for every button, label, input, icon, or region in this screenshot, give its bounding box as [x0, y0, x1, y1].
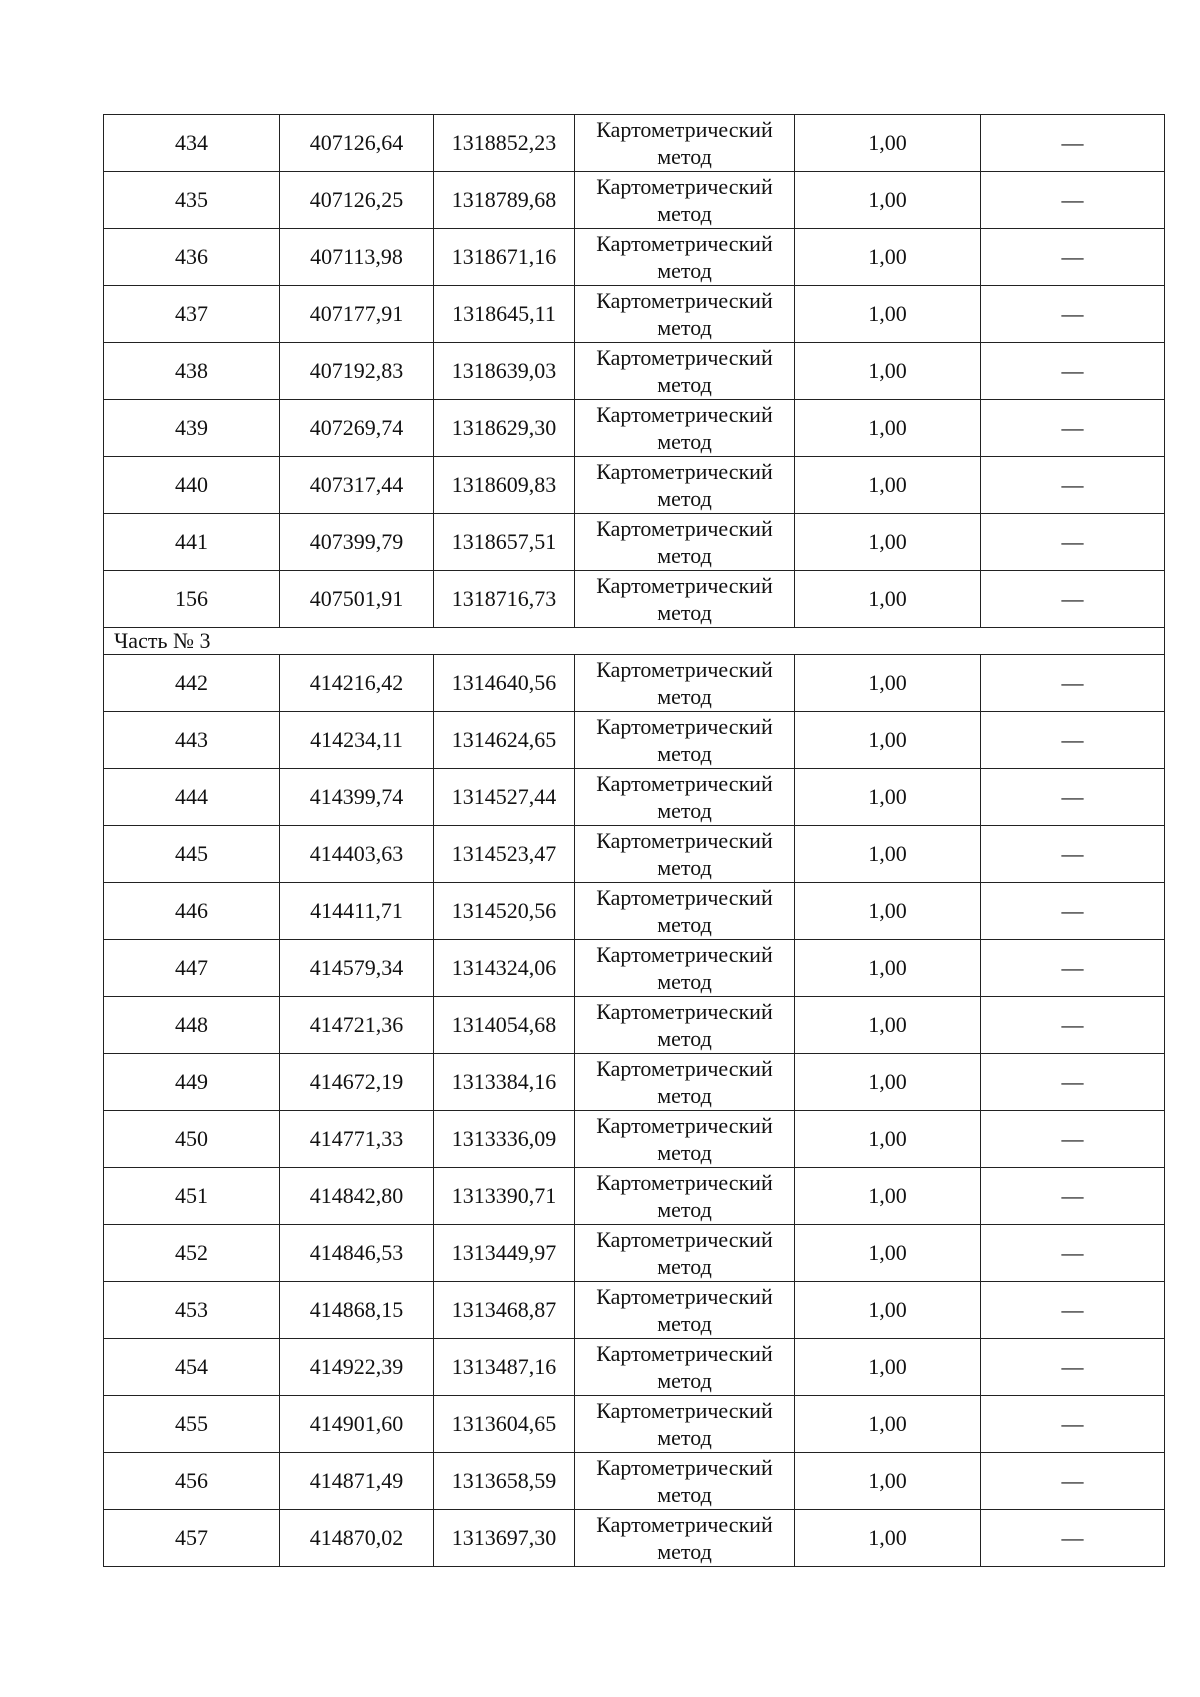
- method-cell: Картометрический метод: [575, 1225, 795, 1282]
- note-cell: —: [981, 571, 1165, 628]
- note-cell: —: [981, 826, 1165, 883]
- y-coordinate-cell: 1313697,30: [434, 1510, 575, 1567]
- x-coordinate-cell: 407126,25: [280, 172, 434, 229]
- table-row: [104, 769, 1165, 826]
- x-coordinate-cell: 414399,74: [280, 769, 434, 826]
- x-coordinate-cell: 414579,34: [280, 940, 434, 997]
- method-cell: Картометрический метод: [575, 1282, 795, 1339]
- y-coordinate-cell: 1314520,56: [434, 883, 575, 940]
- y-coordinate-cell: 1314523,47: [434, 826, 575, 883]
- accuracy-cell: 1,00: [795, 1339, 981, 1396]
- y-coordinate-cell: 1318789,68: [434, 172, 575, 229]
- table-body-part-a: [104, 115, 1165, 628]
- point-number-cell: 448: [104, 997, 280, 1054]
- x-coordinate-cell: 414216,42: [280, 655, 434, 712]
- note-cell: —: [981, 286, 1165, 343]
- y-coordinate-cell: 1314640,56: [434, 655, 575, 712]
- point-number-cell: 436: [104, 229, 280, 286]
- x-coordinate-cell: 414842,80: [280, 1168, 434, 1225]
- x-coordinate-cell: 414846,53: [280, 1225, 434, 1282]
- accuracy-cell: 1,00: [795, 1111, 981, 1168]
- table-row: [104, 286, 1165, 343]
- point-number-cell: 439: [104, 400, 280, 457]
- note-cell: —: [981, 1510, 1165, 1567]
- method-cell: Картометрический метод: [575, 997, 795, 1054]
- point-number-cell: 446: [104, 883, 280, 940]
- method-cell: Картометрический метод: [575, 571, 795, 628]
- table-row: [104, 1168, 1165, 1225]
- note-cell: —: [981, 457, 1165, 514]
- accuracy-cell: 1,00: [795, 940, 981, 997]
- method-cell: Картометрический метод: [575, 655, 795, 712]
- table-row: [104, 826, 1165, 883]
- point-number-cell: 450: [104, 1111, 280, 1168]
- method-cell: Картометрический метод: [575, 343, 795, 400]
- accuracy-cell: 1,00: [795, 172, 981, 229]
- note-cell: —: [981, 1453, 1165, 1510]
- accuracy-cell: 1,00: [795, 400, 981, 457]
- point-number-cell: 454: [104, 1339, 280, 1396]
- table-row: [104, 229, 1165, 286]
- accuracy-cell: 1,00: [795, 1453, 981, 1510]
- note-cell: —: [981, 712, 1165, 769]
- point-number-cell: 156: [104, 571, 280, 628]
- y-coordinate-cell: 1313658,59: [434, 1453, 575, 1510]
- accuracy-cell: 1,00: [795, 1168, 981, 1225]
- x-coordinate-cell: 407269,74: [280, 400, 434, 457]
- accuracy-cell: 1,00: [795, 514, 981, 571]
- section-row-group: [104, 628, 1165, 655]
- x-coordinate-cell: 414871,49: [280, 1453, 434, 1510]
- x-coordinate-cell: 407399,79: [280, 514, 434, 571]
- section-label: Часть № 3: [104, 628, 1165, 655]
- point-number-cell: 452: [104, 1225, 280, 1282]
- table-row: [104, 1225, 1165, 1282]
- note-cell: —: [981, 1339, 1165, 1396]
- y-coordinate-cell: 1313384,16: [434, 1054, 575, 1111]
- section-row: [104, 628, 1165, 655]
- point-number-cell: 444: [104, 769, 280, 826]
- note-cell: —: [981, 1111, 1165, 1168]
- y-coordinate-cell: 1318852,23: [434, 115, 575, 172]
- method-cell: Картометрический метод: [575, 457, 795, 514]
- accuracy-cell: 1,00: [795, 1282, 981, 1339]
- method-cell: Картометрический метод: [575, 229, 795, 286]
- accuracy-cell: 1,00: [795, 655, 981, 712]
- table-row: [104, 343, 1165, 400]
- table-row: [104, 1111, 1165, 1168]
- note-cell: —: [981, 514, 1165, 571]
- accuracy-cell: 1,00: [795, 286, 981, 343]
- method-cell: Картометрический метод: [575, 1054, 795, 1111]
- y-coordinate-cell: 1313449,97: [434, 1225, 575, 1282]
- table-row: [104, 571, 1165, 628]
- y-coordinate-cell: 1313604,65: [434, 1396, 575, 1453]
- accuracy-cell: 1,00: [795, 712, 981, 769]
- method-cell: Картометрический метод: [575, 172, 795, 229]
- x-coordinate-cell: 407501,91: [280, 571, 434, 628]
- table-row: [104, 940, 1165, 997]
- y-coordinate-cell: 1313487,16: [434, 1339, 575, 1396]
- accuracy-cell: 1,00: [795, 769, 981, 826]
- accuracy-cell: 1,00: [795, 1510, 981, 1567]
- method-cell: Картометрический метод: [575, 400, 795, 457]
- table-row: [104, 514, 1165, 571]
- note-cell: —: [981, 1282, 1165, 1339]
- point-number-cell: 456: [104, 1453, 280, 1510]
- x-coordinate-cell: 414771,33: [280, 1111, 434, 1168]
- method-cell: Картометрический метод: [575, 940, 795, 997]
- table-row: [104, 457, 1165, 514]
- accuracy-cell: 1,00: [795, 883, 981, 940]
- note-cell: —: [981, 400, 1165, 457]
- x-coordinate-cell: 407113,98: [280, 229, 434, 286]
- y-coordinate-cell: 1318629,30: [434, 400, 575, 457]
- point-number-cell: 453: [104, 1282, 280, 1339]
- table-row: [104, 1396, 1165, 1453]
- method-cell: Картометрический метод: [575, 115, 795, 172]
- x-coordinate-cell: 414672,19: [280, 1054, 434, 1111]
- note-cell: —: [981, 883, 1165, 940]
- coordinates-table: [103, 114, 1165, 1567]
- table-row: [104, 115, 1165, 172]
- accuracy-cell: 1,00: [795, 115, 981, 172]
- point-number-cell: 434: [104, 115, 280, 172]
- y-coordinate-cell: 1318671,16: [434, 229, 575, 286]
- note-cell: —: [981, 172, 1165, 229]
- method-cell: Картометрический метод: [575, 1510, 795, 1567]
- method-cell: Картометрический метод: [575, 286, 795, 343]
- table-row: [104, 400, 1165, 457]
- y-coordinate-cell: 1318609,83: [434, 457, 575, 514]
- y-coordinate-cell: 1318639,03: [434, 343, 575, 400]
- y-coordinate-cell: 1313390,71: [434, 1168, 575, 1225]
- table-row: [104, 172, 1165, 229]
- note-cell: —: [981, 940, 1165, 997]
- table-row: [104, 997, 1165, 1054]
- accuracy-cell: 1,00: [795, 571, 981, 628]
- x-coordinate-cell: 414721,36: [280, 997, 434, 1054]
- x-coordinate-cell: 407177,91: [280, 286, 434, 343]
- point-number-cell: 457: [104, 1510, 280, 1567]
- point-number-cell: 449: [104, 1054, 280, 1111]
- accuracy-cell: 1,00: [795, 343, 981, 400]
- accuracy-cell: 1,00: [795, 1054, 981, 1111]
- table-row: [104, 712, 1165, 769]
- y-coordinate-cell: 1318645,11: [434, 286, 575, 343]
- x-coordinate-cell: 414922,39: [280, 1339, 434, 1396]
- y-coordinate-cell: 1314527,44: [434, 769, 575, 826]
- note-cell: —: [981, 655, 1165, 712]
- point-number-cell: 441: [104, 514, 280, 571]
- point-number-cell: 451: [104, 1168, 280, 1225]
- x-coordinate-cell: 407192,83: [280, 343, 434, 400]
- point-number-cell: 442: [104, 655, 280, 712]
- note-cell: —: [981, 1396, 1165, 1453]
- table-row: [104, 1054, 1165, 1111]
- note-cell: —: [981, 1054, 1165, 1111]
- y-coordinate-cell: 1314324,06: [434, 940, 575, 997]
- method-cell: Картометрический метод: [575, 712, 795, 769]
- method-cell: Картометрический метод: [575, 1453, 795, 1510]
- point-number-cell: 435: [104, 172, 280, 229]
- note-cell: —: [981, 115, 1165, 172]
- method-cell: Картометрический метод: [575, 883, 795, 940]
- x-coordinate-cell: 407126,64: [280, 115, 434, 172]
- method-cell: Картометрический метод: [575, 1339, 795, 1396]
- note-cell: —: [981, 343, 1165, 400]
- accuracy-cell: 1,00: [795, 229, 981, 286]
- table-row: [104, 1339, 1165, 1396]
- accuracy-cell: 1,00: [795, 826, 981, 883]
- x-coordinate-cell: 414411,71: [280, 883, 434, 940]
- x-coordinate-cell: 414870,02: [280, 1510, 434, 1567]
- accuracy-cell: 1,00: [795, 1225, 981, 1282]
- table-row: [104, 1510, 1165, 1567]
- y-coordinate-cell: 1314624,65: [434, 712, 575, 769]
- point-number-cell: 445: [104, 826, 280, 883]
- note-cell: —: [981, 229, 1165, 286]
- y-coordinate-cell: 1318716,73: [434, 571, 575, 628]
- x-coordinate-cell: 414403,63: [280, 826, 434, 883]
- method-cell: Картометрический метод: [575, 1396, 795, 1453]
- accuracy-cell: 1,00: [795, 457, 981, 514]
- point-number-cell: 447: [104, 940, 280, 997]
- method-cell: Картометрический метод: [575, 826, 795, 883]
- table-body-part-b: [104, 655, 1165, 1567]
- method-cell: Картометрический метод: [575, 1168, 795, 1225]
- y-coordinate-cell: 1314054,68: [434, 997, 575, 1054]
- note-cell: —: [981, 997, 1165, 1054]
- x-coordinate-cell: 414901,60: [280, 1396, 434, 1453]
- x-coordinate-cell: 414234,11: [280, 712, 434, 769]
- note-cell: —: [981, 1168, 1165, 1225]
- y-coordinate-cell: 1318657,51: [434, 514, 575, 571]
- point-number-cell: 438: [104, 343, 280, 400]
- table-row: [104, 883, 1165, 940]
- point-number-cell: 440: [104, 457, 280, 514]
- y-coordinate-cell: 1313468,87: [434, 1282, 575, 1339]
- x-coordinate-cell: 414868,15: [280, 1282, 434, 1339]
- y-coordinate-cell: 1313336,09: [434, 1111, 575, 1168]
- table-row: [104, 655, 1165, 712]
- accuracy-cell: 1,00: [795, 997, 981, 1054]
- accuracy-cell: 1,00: [795, 1396, 981, 1453]
- method-cell: Картометрический метод: [575, 769, 795, 826]
- method-cell: Картометрический метод: [575, 514, 795, 571]
- x-coordinate-cell: 407317,44: [280, 457, 434, 514]
- note-cell: —: [981, 1225, 1165, 1282]
- note-cell: —: [981, 769, 1165, 826]
- method-cell: Картометрический метод: [575, 1111, 795, 1168]
- table-row: [104, 1453, 1165, 1510]
- table-row: [104, 1282, 1165, 1339]
- point-number-cell: 455: [104, 1396, 280, 1453]
- point-number-cell: 443: [104, 712, 280, 769]
- point-number-cell: 437: [104, 286, 280, 343]
